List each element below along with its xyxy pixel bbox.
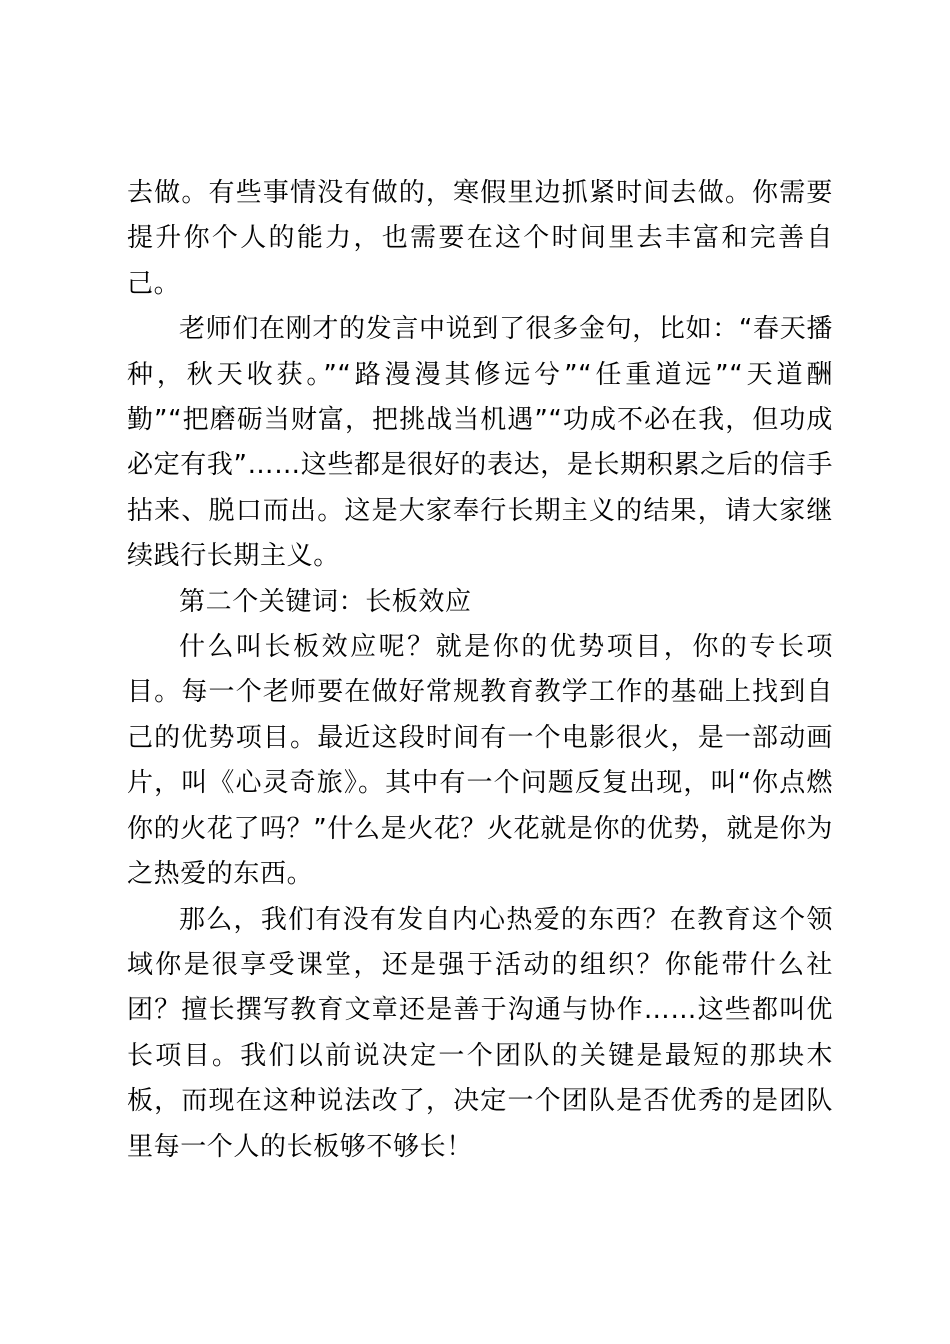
paragraph-golden-sentences: 老师们在刚才的发言中说到了很多金句，比如：“春天播种，秋天收获。”“路漫漫其修远兮”“任重道远”“天道酬勤”“把磨砺当财富，把挑战当机遇”“功成不必在我，但功成必定有我”……这些都是很好的表达，是长期积累之后的信手拈来、脱口而出。这是大家奉行长期主义的结果，请大家继续践行长期主义。 [127, 314, 833, 572]
document-body [127, 171, 833, 1170]
section-heading-second-keyword: 第二个关键词：长板效应 [179, 586, 472, 617]
paragraph-continuation: 去做。有些事情没有做的，寒假里边抓紧时间去做。你需要提升你个人的能力，也需要在这个时间里去丰富和完善自己。 [127, 178, 833, 299]
paragraph-passion: 那么，我们有没有发自内心热爱的东西？在教育这个领域你是很享受课堂，还是强于活动的组织？你能带什么社团？擅长撰写教育文章还是善于沟通与协作……这些都叫优长项目。我们以前说决定一个团队的关键是最短的那块木板，而现在这种说法改了，决定一个团队是否优秀的是团队里每一个人的长板够不够长！ [127, 904, 833, 1162]
paragraph-long-board-effect: 什么叫长板效应呢？就是你的优势项目，你的专长项目。每一个老师要在做好常规教育教学工作的基础上找到自己的优势项目。最近这段时间有一个电影很火，是一部动画片，叫《心灵奇旅》。其中有一个问题反复出现，叫“你点燃你的火花了吗？”什么是火花？火花就是你的优势，就是你为之热爱的东西。 [127, 632, 833, 890]
